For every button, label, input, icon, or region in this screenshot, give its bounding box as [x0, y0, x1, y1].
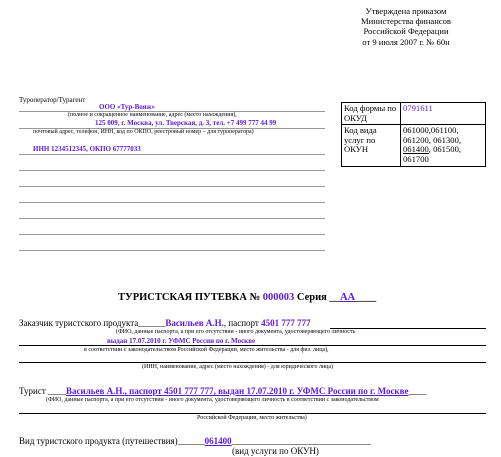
okud-label: Код формы по ОКУД — [342, 103, 401, 125]
customer-line — [19, 318, 311, 328]
customer-hint-3: (ИНН, наименование, адрес (место нахождения) - для юридического лица) — [142, 364, 334, 370]
divider — [19, 170, 325, 171]
operator-inn: ИНН 1234512345, ОКПО 67777033 — [33, 145, 141, 153]
customer-issued: выдан 17.07.2010 г. УФМС России по г. Москве — [107, 337, 256, 345]
divider — [19, 186, 325, 187]
product-line — [19, 436, 371, 446]
customer-label: Заказчик туристского продукта______ — [19, 318, 166, 328]
underline — [19, 345, 486, 346]
okun-values — [401, 125, 486, 166]
approval-line-3: Российской Федерации — [363, 26, 449, 37]
approval-block — [336, 6, 476, 47]
customer-hint-2: в соответствии с законодательством Российской Федерации, место жительства - для физ. лица), — [84, 347, 329, 353]
title-prefix: ТУРИСТСКАЯ ПУТЕВКА № — [118, 292, 263, 303]
operator-label: Туроператор/Турагент — [19, 96, 86, 104]
divider — [19, 234, 325, 235]
tourist-label: Турист ____ — [19, 386, 67, 396]
table-row — [342, 125, 486, 166]
product-suffix: _______________________________ — [231, 436, 372, 446]
customer-hint-1: (ФИО, данные паспорта, а при его отсутствии - иного документа, удостоверяющего личность — [116, 329, 356, 335]
okun-value: 061200, 061300, — [403, 134, 462, 145]
operator-address: 125 009, г. Москва, ул. Тверская, д. 3, тел. +7 499 777 44 99 — [95, 119, 277, 127]
underline — [19, 413, 486, 414]
operator-address-hint: почтовый адрес, телефон, ИНН, код по ОКПО, реестровый номер – для туроператора) — [33, 129, 254, 135]
operator-name-hint: (полное и сокращенное наименование, адрес (место нахождения), — [68, 112, 237, 118]
tourist-hint-2: Российской Федерации, место жительства) — [197, 415, 307, 421]
okud-value: 0791611 — [401, 103, 486, 125]
okun-value: , 061500, — [428, 144, 462, 155]
product-hint: (вид услуги по ОКУН) — [232, 446, 319, 456]
codes-table — [341, 102, 486, 167]
customer-name: Васильев А.Н. — [165, 318, 224, 328]
divider — [19, 154, 325, 155]
approval-line-1: Утверждена приказом — [365, 6, 447, 16]
tourist-hint-1: (ФИО, данные паспорта, а при его отсутствии - иного документа, удостоверяющего личность в соответствии с законодательством — [46, 397, 379, 403]
product-value: 061400 — [204, 436, 232, 446]
series-label: Серия __ — [294, 292, 340, 303]
title-suffix: ____ — [355, 292, 377, 303]
divider — [19, 218, 325, 219]
okun-value: 061000,061100, — [403, 125, 459, 136]
okun-value: 061700 — [403, 153, 429, 164]
customer-passport-label: , паспорт — [223, 318, 259, 328]
tourist-suffix: ____ — [408, 386, 427, 396]
customer-passport-number: 4501 777 777 — [261, 318, 311, 328]
series-value: АА — [339, 292, 356, 303]
tourist-line — [19, 386, 426, 396]
underline — [19, 362, 486, 363]
okun-label: Код вида услуг по ОКУН — [342, 125, 401, 166]
divider — [19, 250, 325, 251]
approval-line-4: от 9 июля 2007 г. № 60н — [362, 36, 450, 47]
operator-name: ООО «Тур-Вояж» — [99, 103, 156, 111]
voucher-number: 000003 — [262, 292, 295, 303]
product-label: Вид туристского продукта (путешествия)______ — [19, 436, 205, 446]
divider — [19, 202, 325, 203]
okun-value-selected: 061400 — [403, 144, 429, 155]
approval-line-2: Министерства финансов — [361, 16, 451, 27]
tourist-value: Васильев А.Н., паспорт 4501 777 777, выдан 17.07.2010 г. УФМС России по г. Москве — [66, 386, 409, 396]
table-row — [342, 103, 486, 125]
page-title — [118, 292, 376, 303]
